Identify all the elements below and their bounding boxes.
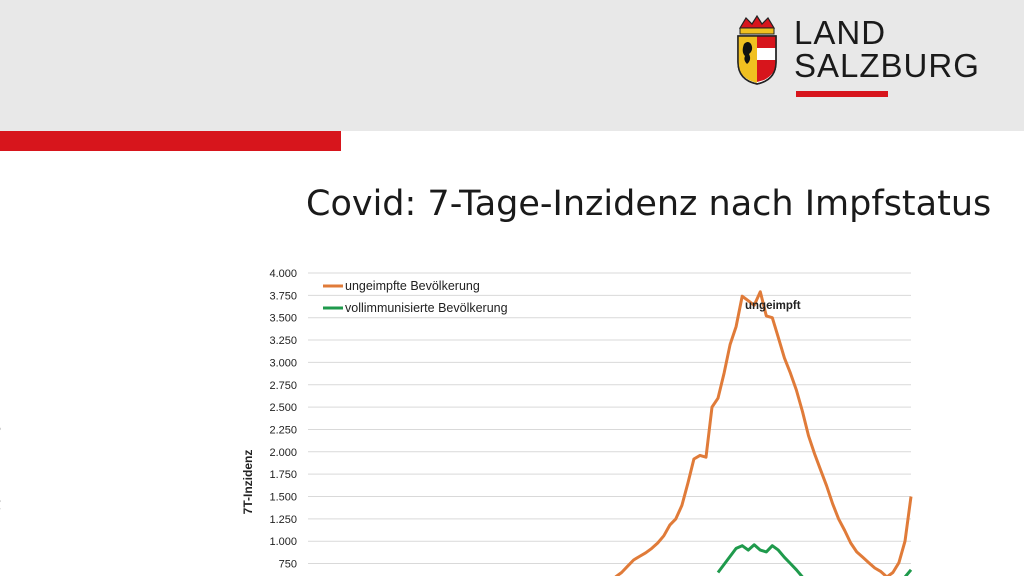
y-tick-label: 2.000	[269, 446, 297, 459]
y-axis-label: 7T-Inzidenz	[241, 449, 255, 515]
legend-label: ungeimpfte Bevölkerung	[345, 279, 480, 293]
y-tick-label: 2.750	[269, 379, 297, 392]
logo-line-1: LAND	[794, 14, 887, 51]
y-tick-label: 1.500	[269, 491, 297, 504]
y-tick-label: 750	[278, 558, 297, 571]
y-tick-label: 3.500	[269, 312, 297, 325]
y-tick-label: 1.000	[269, 536, 297, 549]
y-tick-label: 2.250	[269, 424, 297, 437]
series-line-unvaccinated	[616, 292, 912, 576]
legend-label: vollimmunisierte Bevölkerung	[345, 301, 508, 315]
y-tick-label: 3.000	[269, 357, 297, 370]
page-title: Covid: 7-Tage-Inzidenz nach Impfstatus	[306, 184, 992, 224]
y-tick-label: 3.250	[269, 335, 297, 348]
y-tick-label: 1.750	[269, 469, 297, 482]
y-tick-label: 1.250	[269, 513, 297, 526]
y-tick-label: 3.750	[269, 290, 297, 303]
annotation-label: ungeimpft	[745, 300, 801, 312]
y-tick-label: 4.000	[269, 268, 297, 280]
logo-line-2: SALZBURG	[794, 47, 980, 84]
y-tick-label: 2.500	[269, 402, 297, 415]
